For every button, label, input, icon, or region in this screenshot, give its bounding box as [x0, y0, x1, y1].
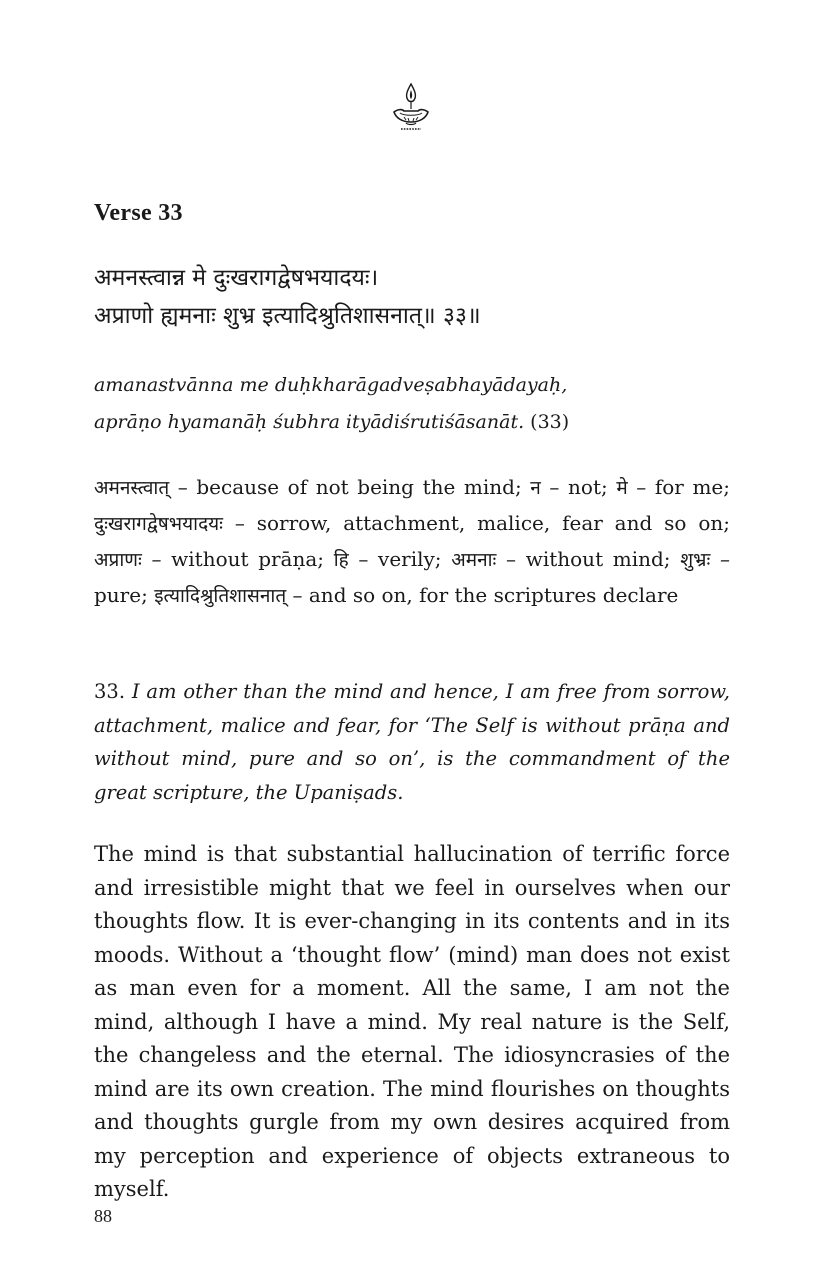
verse-translation: [94, 675, 730, 809]
page-number: 88: [94, 1206, 112, 1226]
gloss-meaning: – sorrow, attachment, malice, fear and so on;: [223, 511, 730, 535]
transliteration-line-2: [94, 405, 569, 439]
gloss-meaning: – verily;: [348, 547, 452, 571]
gloss-term: मे: [616, 477, 628, 499]
sanskrit-line-1: अमनस्त्वान्न मे दुःखरागद्वेषभयादयः।: [94, 265, 379, 291]
gloss-term: अप्राणः: [94, 549, 142, 571]
transliteration-verse-number: (33): [524, 411, 570, 433]
commentary-paragraph: The mind is that substantial hallucination of terrific force and irresistible might that we feel in ourselves when our thoughts flow. It is ever-changing in its contents and in its moods. Without a ‘thought flow’ (mind) man does not exist as man even for a moment. All the same, I am not the mind, although I have a mind. My real nature is the Self, the changeless and the eternal. The idiosyncrasies of the mind are its own creation. The mind flourishes on thoughts and thoughts gurgle from my own desires acquired from my perception and experience of objects extraneous to myself.: [94, 842, 730, 1201]
sanskrit-line-2: अप्राणो ह्यमनाः शुभ्र इत्यादिश्रुतिशासनात्॥ ३३॥: [94, 303, 481, 329]
gloss-term: अमनस्त्वात्: [94, 477, 170, 499]
gloss-term: दुःखरागद्वेषभयादयः: [94, 513, 224, 535]
gloss-term: अमनाः: [451, 549, 497, 571]
gloss-meaning: – without prāṇa;: [141, 547, 334, 571]
translation-text: I am other than the mind and hence, I am free from sorrow, attachment, malice and fear, for ‘The Self is without prāṇa and without mind, pure and so on’, is the commandment of the great scripture, the Upaniṣads.: [94, 680, 730, 804]
gloss-meaning: – pure;: [94, 547, 730, 607]
word-meaning-gloss: [94, 470, 730, 614]
transliteration-text-1: amanastvānna me duḥkharāgadveṣabhayādayaḥ,: [94, 374, 568, 396]
verse-heading: Verse 33: [94, 200, 183, 226]
gloss-term: इत्यादिश्रुतिशासनात्: [154, 585, 287, 607]
gloss-term: हि: [333, 549, 349, 571]
gloss-term: न: [530, 477, 541, 499]
gloss-meaning: – for me;: [627, 475, 730, 499]
translation-number: 33.: [94, 680, 132, 703]
gloss-meaning: – not;: [540, 475, 617, 499]
oil-lamp-icon: [386, 82, 436, 140]
gloss-meaning: – and so on, for the scriptures declare: [286, 583, 679, 607]
gloss-term: शुभ्रः: [680, 549, 711, 571]
transliteration-line-1: [94, 368, 567, 402]
gloss-meaning: – without mind;: [496, 547, 681, 571]
transliteration-text-2: aprāṇo hyamanāḥ śubhra ityādiśrutiśāsanāt.: [94, 411, 525, 433]
gloss-meaning: – because of not being the mind;: [169, 475, 531, 499]
